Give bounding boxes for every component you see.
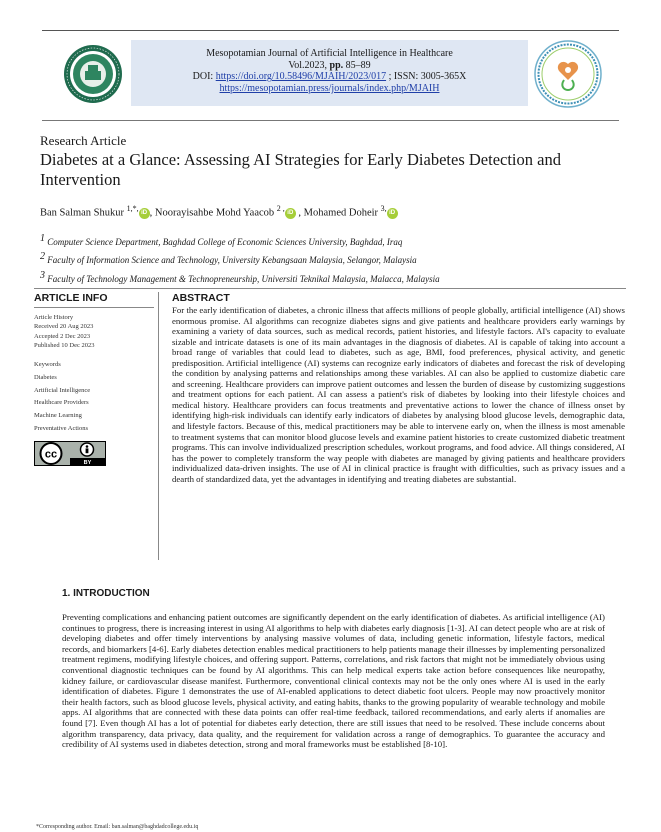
cc-text: cc (44, 448, 58, 461)
keywords-label: Keywords (34, 361, 61, 369)
introduction-text: Preventing complications and enhancing patient outcomes are significantly dependent on the early identification of diabetes. As artificial intelligence (AI) continues to progress, there is increasing interest in using AI algorithms to help with diabetes early diagnosis [1-3]. AI can detect people who are at risk of developing diabetes and offer timely interventions by analysing massive volumes of data, including genetic information, lifestyle factors, medical records, and biomarkers [4-6]. Early diabetes detection enables medical practitioners to help patients manage their illnesses by implementing personalized treatment regimens, modifying lifestyle choices, and offering support. Patterns, correlations, and risk factors that might not be immediately obvious using conventional diagnostic techniques can be found by AI algorithms. This can help medical experts take action before consequences like neuropathy, kidney failure, or cardiovascular disease manifest. Furthermore, conventional clinical contexts may not be the only ones where AI is used in the early identification of diabetes. Figure 1 demonstrates the use of AI-enabled applications to detect diabetic foot ulcers. People may now proactively monitor their health factors, such as blood glucose levels, physical activity, and eating habits, thanks to the growing popularity of wearable technology and mobile apps. AI algorithms that are connected with these data points can offer real-time feedback, tailored recommendations, and early alerts if anomalies are found [7]. Even though AI has a lot of potential for diabetes early detection, there are still issues that need to be resolved. These include concerns about algorithm transparency, data privacy, data quality, and the requirement for validation across a range of demographics. To guarantee the accuracy and credibility of AI systems used in diabetes detection, strong and moral frameworks must be established [8-10]. (62, 612, 605, 750)
orcid-icon[interactable]: iD (285, 208, 296, 219)
volume-line: Vol.2023, pp. 85–89 (288, 59, 371, 71)
healthcare-journal-logo-icon (534, 40, 602, 108)
keyword: Diabetes (34, 373, 57, 381)
keyword: Artificial Intelligence (34, 386, 91, 394)
section-divider (34, 288, 626, 289)
history-label: Article History (34, 314, 74, 321)
doi-link[interactable]: https://doi.org/10.58496/MJAIH/2023/017 (215, 71, 387, 83)
corresponding-author-footnote: *Corresponding author. Email: ban.salman@baghdadcollege.edu.iq (36, 824, 199, 830)
keyword: Machine Learning (34, 412, 82, 419)
keyword: Preventative Actions (34, 424, 88, 432)
introduction-heading: 1. INTRODUCTION (62, 588, 150, 599)
journal-name: Mesopotamian Journal of Artificial Intelligence in Healthcare (206, 48, 453, 59)
journal-seal-icon (63, 44, 123, 104)
column-divider (158, 292, 159, 560)
article-info-heading: ARTICLE INFO (34, 292, 108, 304)
header-divider (42, 120, 619, 121)
author-name: , Noorayisahbe Mohd Yaacob (149, 207, 277, 219)
keyword: Healthcare Providers (34, 399, 89, 407)
received-date: Received 20 Aug 2023 (34, 323, 94, 331)
article-info-panel (34, 292, 154, 471)
orcid-icon[interactable]: iD (139, 208, 150, 219)
author-name: , Mohamed Doheir (295, 207, 381, 219)
author-list: Ban Salman Shukur $^{1,*,}$ iD , Noorayisahbe Mohd Yaacob $^{2 ,}$ iD , Mohamed Doheir $^{3,}$ iD (40, 204, 398, 219)
journal-header-box (131, 40, 528, 106)
abstract-text: For the early identification of diabetes, a chronic illness that affects millions of people globally, artificial intelligence (AI) shows enormous promise. AI algorithms can recognize diabetes signs and give patients and healthcare providers early warnings by examining a variety of data sources, such as medical records, patient histories, and lifestyle factors. AI's capacity to evaluate sizable and intricate datasets is one of its main advantages in the diagnosis of diabetes. AI is capable of taking into account a broad range of variables that could lead to diabetes, such as age, BMI, food preferences, physical activity, and genetic predisposition. Artificial intelligence (AI) systems can recognize early indicators of diabetes and forecast the risk of developing the condition by analysing patterns and relationships among these variables. AI can also be applied to customize diabetic care and screening. Healthcare providers can improve patient outcomes and lessen the burden of disease by customizing suggestions and treatment options for each patient. AI can assess a patient's risk of diabetes by looking into their lifestyle choices and medical history. Healthcare providers can focus treatments and preventative actions to lower the chance of illness onset by identifying high-risk individuals can identify early indicators of diabetes by analysing blood glucose levels, demographic data, and lifestyle factors. Because of this, medical practitioners may be able to intervene early on, when the illness is most amenable to treatment systems that can monitor blood glucose levels and examine patient histories to create customized diabetic treatment programs. This can involve individualized prescription schedules, workout programs, and food advice. All things considered, AI has the power to completely transform the way people with diabetes are managed by giving patients and healthcare providers individualized data-driven insights. The use of AI in clinical practice is fraught with difficulties, such as privacy issues and a dearth of standardized data, yet the advantages in identifying and treating diabetes are substantial. (172, 305, 625, 484)
author-name: Ban Salman Shukur (40, 207, 127, 219)
cc-by-license-icon[interactable] (34, 441, 106, 466)
article-type: Research Article (40, 133, 127, 148)
abstract-section (172, 292, 625, 484)
accepted-date: Accepted 2 Dec 2023 (34, 332, 91, 340)
article-title: Diabetes at a Glance: Assessing AI Strategies for Early Diabetes Detection and Intervention (40, 150, 561, 189)
orcid-icon[interactable]: iD (387, 208, 398, 219)
published-date: Published 10 Dec 2023 (34, 341, 95, 349)
doi-line: DOI: https://doi.org/10.58496/MJAIH/2023/017 ; ISSN: 3005-365X (192, 71, 467, 83)
by-text: BY (83, 460, 92, 467)
article-info-rule (34, 307, 154, 308)
affiliation: $^3$ Faculty of Technology Management & Technopreneurship, Universiti Teknikal Malaysia, Malacca, Malaysia (40, 270, 440, 284)
affiliation: $^1$ Computer Science Department, Baghdad College of Economic Sciences University, Baghdad, Iraq (40, 233, 403, 247)
journal-site-link[interactable]: https://mesopotamian.press/journals/index.php/MJAIH (219, 82, 440, 94)
abstract-heading: ABSTRACT (172, 292, 230, 304)
affiliation: $^2$ Faculty of Information Science and Technology, University Kebangsaan Malaysia, Selangor, Malaysia (40, 251, 417, 265)
top-rule (42, 30, 619, 31)
